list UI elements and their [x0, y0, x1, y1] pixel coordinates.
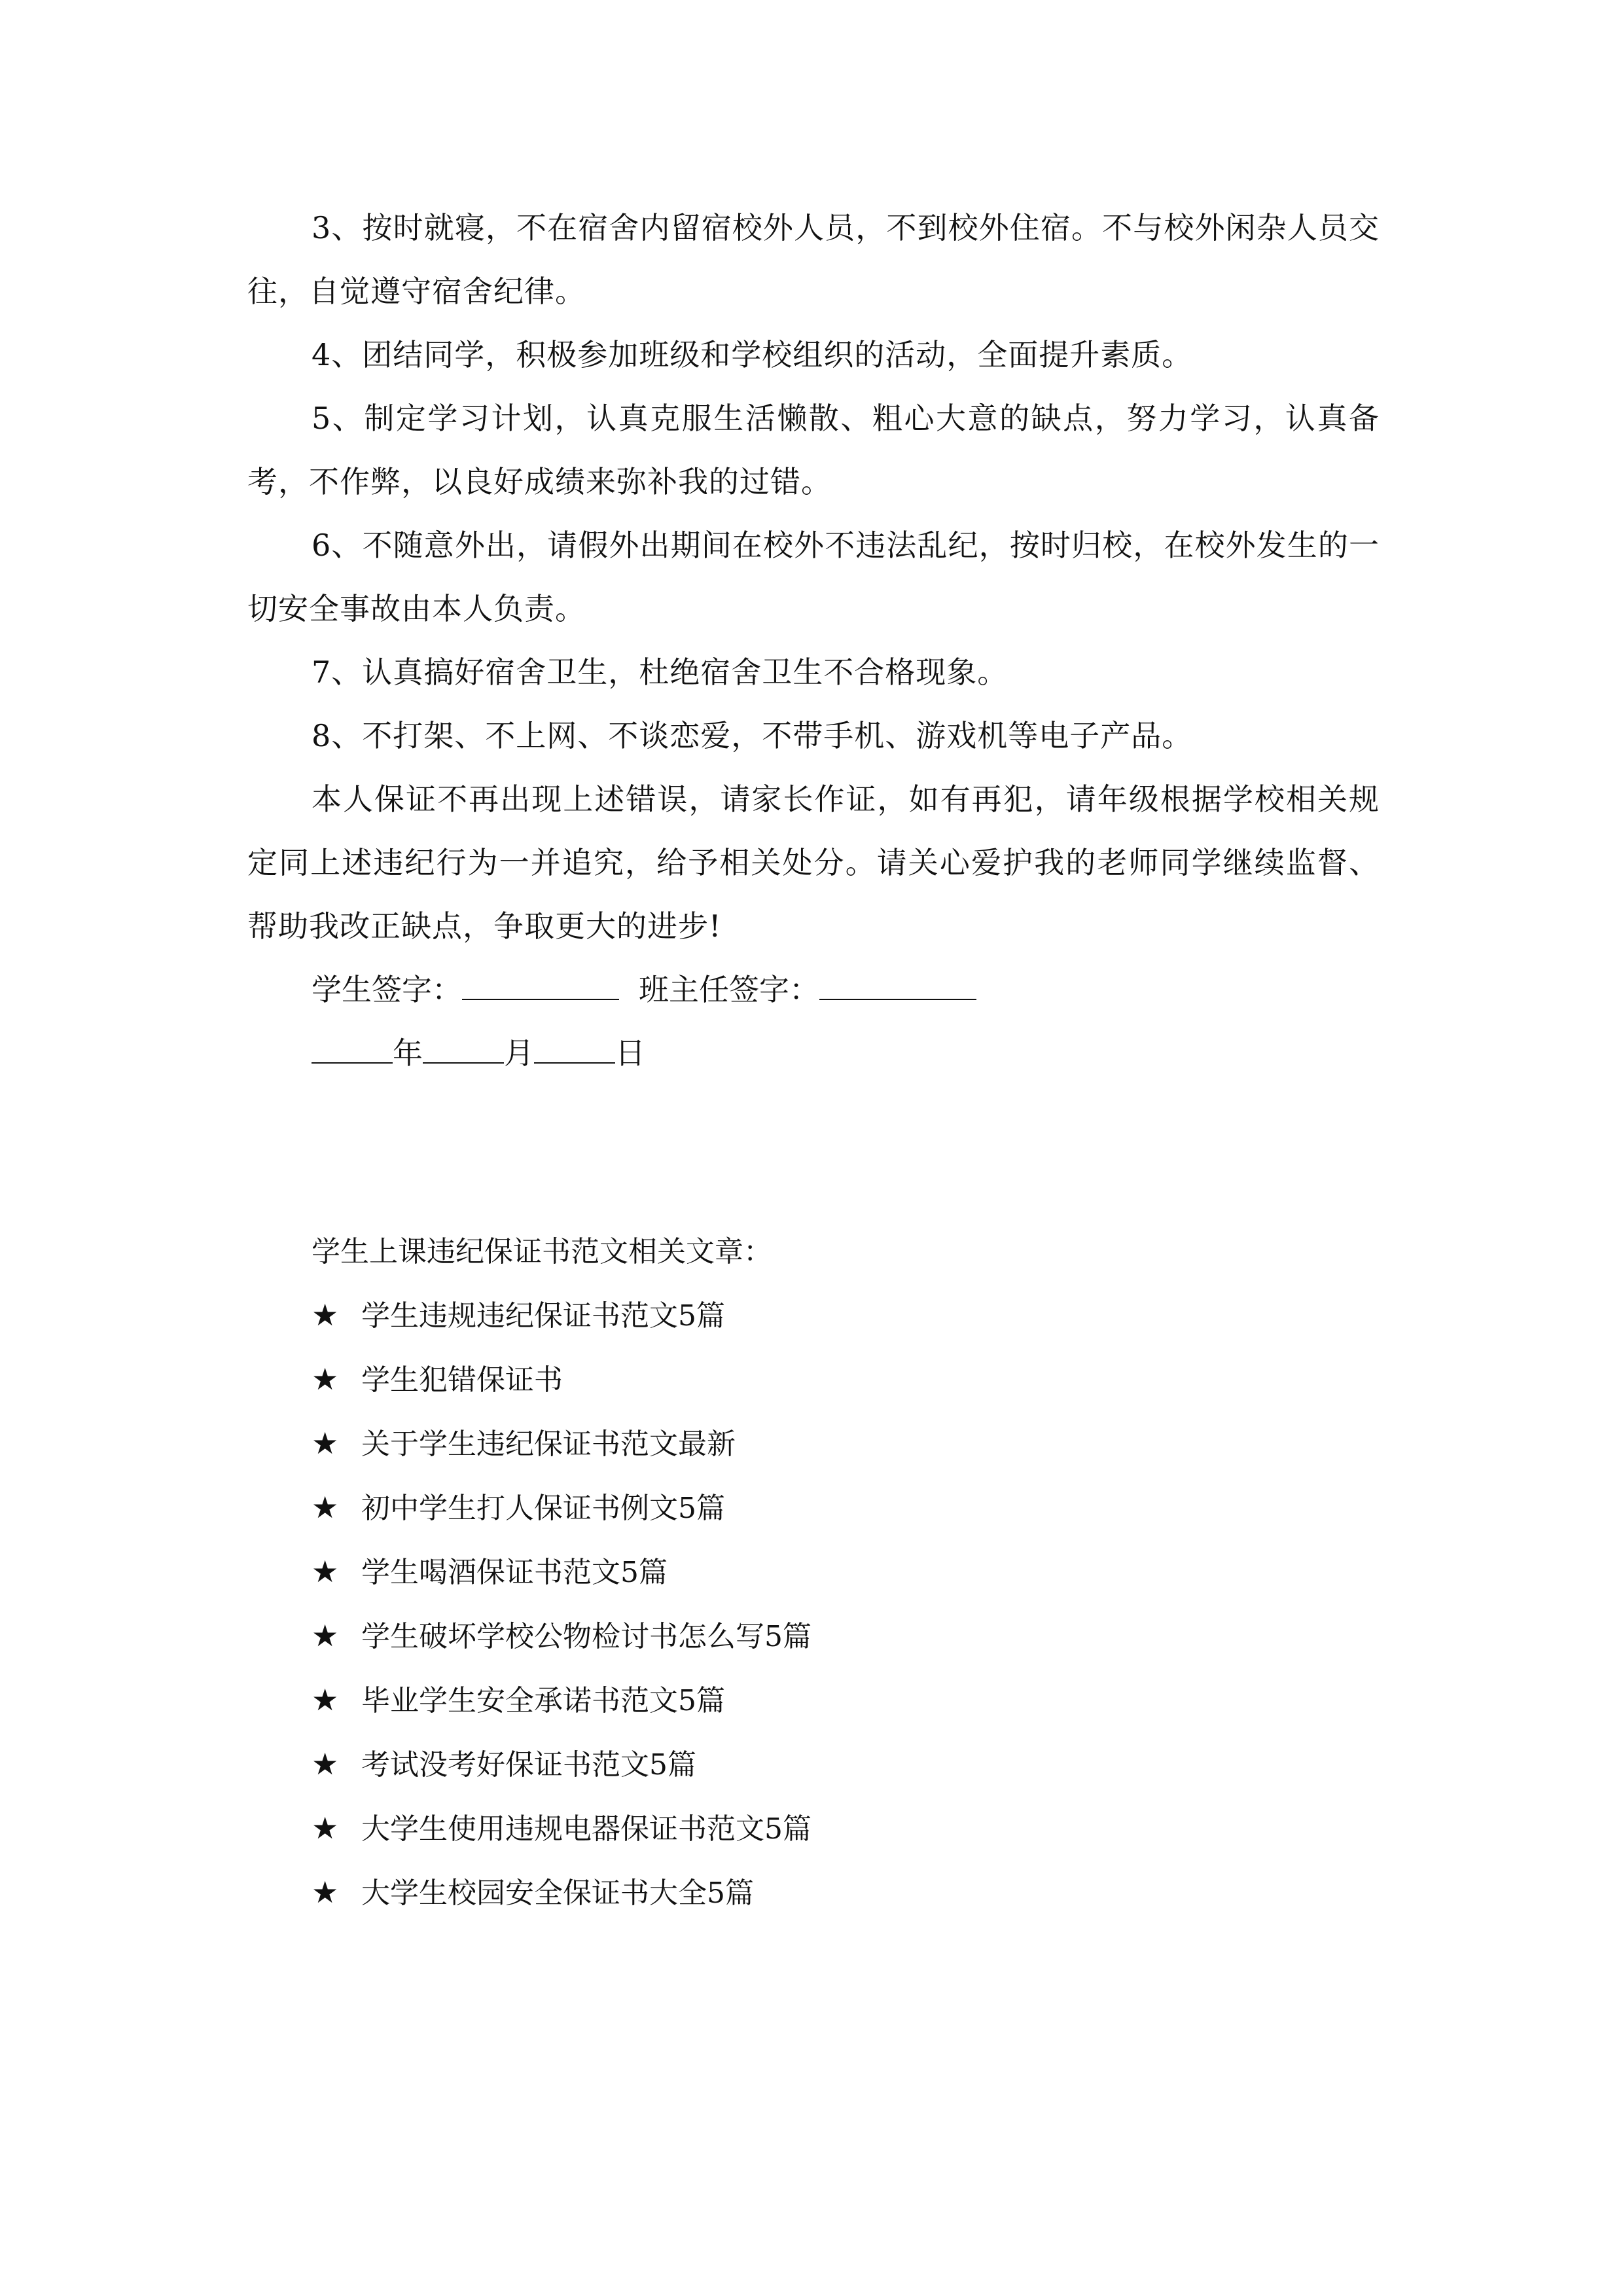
pledge-item-4: 4、团结同学，积极参加班级和学校组织的活动，全面提升素质。 — [312, 337, 1193, 372]
day-blank — [534, 1036, 615, 1064]
day-label: 日 — [615, 1035, 645, 1071]
related-article-title: 学生违规违纪保证书范文5篇 — [361, 1299, 725, 1333]
teacher-signature-blank — [819, 973, 976, 1000]
star-icon: ★ — [312, 1746, 339, 1782]
star-icon: ★ — [312, 1874, 339, 1910]
related-article-title: 学生犯错保证书 — [361, 1363, 563, 1397]
pledge-item-3: 3、按时就寝，不在宿舍内留宿校外人员，不到校外住宿。不与校外闲杂人员交往，自觉遵守宿舍纪律。 — [247, 210, 1380, 309]
star-icon: ★ — [312, 1361, 339, 1397]
related-article-title: 毕业学生安全承诺书范文5篇 — [361, 1684, 725, 1717]
month-blank — [423, 1036, 504, 1064]
star-icon: ★ — [312, 1554, 339, 1589]
related-article-link[interactable] — [312, 1283, 1359, 1348]
star-icon: ★ — [312, 1297, 339, 1333]
related-article-link[interactable] — [312, 1668, 1359, 1732]
pledge-closing: 本人保证不再出现上述错误，请家长作证，如有再犯，请年级根据学校相关规定同上述违纪行为一并追究，给予相关处分。请关心爱护我的老师同学继续监督、帮助我改正缺点，争取更大的进步! — [247, 781, 1380, 944]
pledge-item-6: 6、不随意外出，请假外出期间在校外不违法乱纪，按时归校，在校外发生的一切安全事故由本人负责。 — [247, 528, 1380, 626]
year-label: 年 — [393, 1035, 423, 1071]
related-article-link[interactable] — [312, 1732, 1359, 1797]
related-article-link[interactable] — [312, 1412, 1359, 1476]
star-icon: ★ — [312, 1426, 339, 1461]
related-articles-title: 学生上课违纪保证书范文相关文章： — [312, 1235, 772, 1268]
date-line — [247, 1022, 1380, 1085]
student-signature-blank — [462, 973, 619, 1000]
related-article-title: 关于学生违纪保证书范文最新 — [361, 1427, 736, 1461]
month-label: 月 — [504, 1035, 534, 1071]
related-article-link[interactable] — [312, 1861, 1359, 1925]
related-article-title: 学生喝酒保证书范文5篇 — [361, 1556, 668, 1589]
signature-line — [247, 958, 1380, 1022]
pledge-item-5: 5、制定学习计划，认真克服生活懒散、粗心大意的缺点，努力学习，认真备考，不作弊，以良好成绩来弥补我的过错。 — [247, 401, 1380, 499]
teacher-signature-label: 班主任签字： — [639, 972, 819, 1007]
related-article-title: 考试没考好保证书范文5篇 — [361, 1748, 696, 1782]
star-icon: ★ — [312, 1682, 339, 1717]
related-article-link[interactable] — [312, 1797, 1359, 1861]
related-article-link[interactable] — [312, 1348, 1359, 1412]
related-articles-list — [312, 1283, 1359, 1925]
related-articles — [312, 1220, 1359, 1925]
related-article-link[interactable] — [312, 1540, 1359, 1604]
star-icon: ★ — [312, 1810, 339, 1846]
year-blank — [312, 1036, 393, 1064]
related-article-title: 学生破坏学校公物检讨书怎么写5篇 — [361, 1620, 812, 1653]
student-signature-label: 学生签字： — [312, 972, 462, 1007]
pledge-body — [247, 196, 1380, 1085]
related-article-link[interactable] — [312, 1476, 1359, 1540]
pledge-item-8: 8、不打架、不上网、不谈恋爱，不带手机、游戏机等电子产品。 — [312, 718, 1193, 753]
pledge-item-7: 7、认真搞好宿舍卫生，杜绝宿舍卫生不合格现象。 — [312, 655, 1008, 690]
related-article-link[interactable] — [312, 1604, 1359, 1668]
star-icon: ★ — [312, 1618, 339, 1653]
related-article-title: 大学生使用违规电器保证书范文5篇 — [361, 1812, 812, 1846]
star-icon: ★ — [312, 1490, 339, 1525]
related-article-title: 大学生校园安全保证书大全5篇 — [361, 1876, 754, 1910]
related-article-title: 初中学生打人保证书例文5篇 — [361, 1492, 725, 1525]
